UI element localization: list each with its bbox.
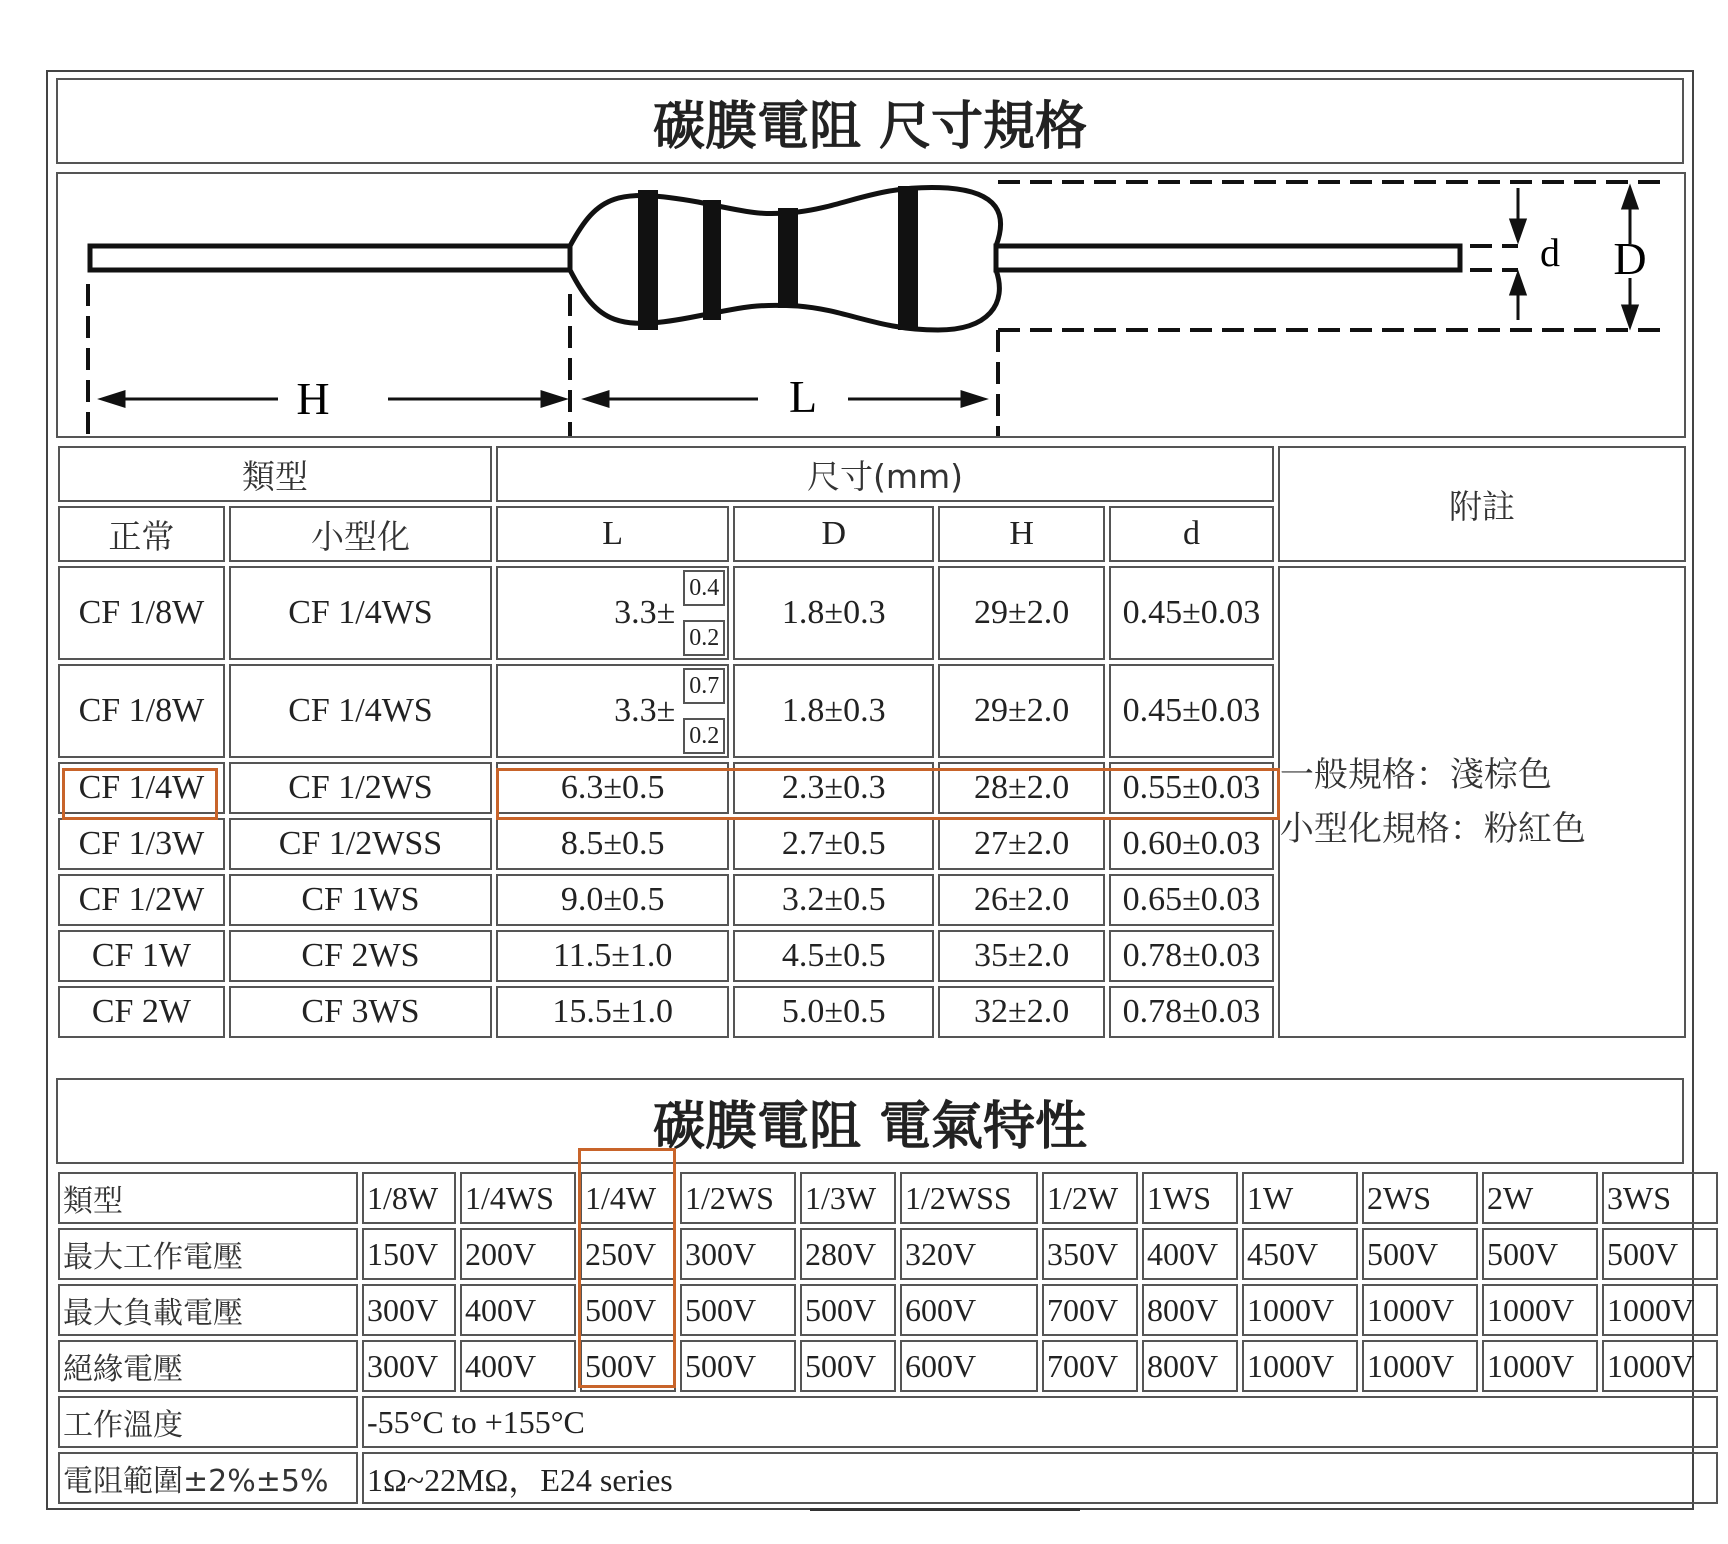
row-d: 0.60±0.03 [1109, 818, 1274, 870]
band-2 [703, 200, 721, 320]
voltage-cell: 320V [900, 1228, 1038, 1280]
row-d: 0.78±0.03 [1109, 986, 1274, 1038]
voltage-cell: 1000V [1242, 1340, 1358, 1392]
voltage-cell: 800V [1142, 1284, 1238, 1336]
row-normal: CF 1/8W [58, 566, 225, 660]
row-H: 29±2.0 [938, 566, 1105, 660]
voltage-cell: 1000V [1482, 1284, 1598, 1336]
row-L [496, 566, 729, 660]
lead-left [90, 246, 570, 270]
voltage-cell: 500V [580, 1284, 676, 1336]
voltage-cell: 300V [362, 1284, 456, 1336]
L-base: 3.3± [614, 594, 676, 631]
L-plus-tolerance: 0.4 [683, 570, 725, 606]
header-H: H [938, 506, 1105, 562]
voltage-cell: 1000V [1602, 1340, 1718, 1392]
row-H: 32±2.0 [938, 986, 1105, 1038]
voltage-cell: 500V [680, 1284, 796, 1336]
row-normal: CF 1W [58, 930, 225, 982]
header-L: L [496, 506, 729, 562]
header-d: d [1109, 506, 1274, 562]
voltage-cell: 600V [900, 1284, 1038, 1336]
row-L: 6.3±0.5 [496, 762, 729, 814]
row-H: 26±2.0 [938, 874, 1105, 926]
row-label-resistance-range: 電阻範圍±2%±5% [58, 1452, 358, 1504]
row-mini: CF 3WS [229, 986, 492, 1038]
voltage-cell: 400V [460, 1284, 576, 1336]
header-size: 尺寸(mm) [496, 446, 1274, 502]
row-D: 4.5±0.5 [733, 930, 934, 982]
voltage-cell: 400V [1142, 1228, 1238, 1280]
row-L [496, 664, 729, 758]
row-D: 3.2±0.5 [733, 874, 934, 926]
electrical-table [54, 1168, 1722, 1508]
type-cell: 1/4WS [460, 1172, 576, 1224]
row-d: 0.45±0.03 [1109, 664, 1274, 758]
row-mini: CF 1/4WS [229, 566, 492, 660]
note-normal: 一般規格：淺棕色 [1279, 755, 1552, 795]
row-H: 35±2.0 [938, 930, 1105, 982]
note-mini: 小型化規格：粉紅色 [1279, 809, 1586, 849]
voltage-cell: 150V [362, 1228, 456, 1280]
type-cell: 3WS [1602, 1172, 1718, 1224]
voltage-cell: 200V [460, 1228, 576, 1280]
type-cell: 1W [1242, 1172, 1358, 1224]
row-L: 11.5±1.0 [496, 930, 729, 982]
voltage-cell: 500V [1602, 1228, 1718, 1280]
row-mini: CF 1/2WS [229, 762, 492, 814]
row-L: 9.0±0.5 [496, 874, 729, 926]
dimensions-title: 碳膜電阻 尺寸規格 [56, 78, 1684, 164]
row-D: 1.8±0.3 [733, 566, 934, 660]
type-cell: 1/2WS [680, 1172, 796, 1224]
band-3 [778, 208, 798, 308]
voltage-cell: 250V [580, 1228, 676, 1280]
label-h: H [296, 373, 330, 424]
label-l: L [788, 371, 818, 422]
row-normal: CF 1/2W [58, 874, 225, 926]
row-L: 8.5±0.5 [496, 818, 729, 870]
header-normal: 正常 [58, 506, 225, 562]
voltage-cell: 300V [362, 1340, 456, 1392]
dimensions-table [54, 442, 1690, 1042]
row-mini: CF 1/2WSS [229, 818, 492, 870]
band-4 [898, 186, 918, 330]
row-normal: CF 1/3W [58, 818, 225, 870]
header-type: 類型 [58, 446, 492, 502]
voltage-cell: 400V [460, 1340, 576, 1392]
type-cell: 1/8W [362, 1172, 456, 1224]
type-cell: 1/2WSS [900, 1172, 1038, 1224]
row-H: 29±2.0 [938, 664, 1105, 758]
type-cell: 2W [1482, 1172, 1598, 1224]
row-normal: CF 2W [58, 986, 225, 1038]
voltage-cell: 700V [1042, 1284, 1138, 1336]
row-label-insulation-voltage: 絕緣電壓 [58, 1340, 358, 1392]
resistor-diagram [56, 172, 1686, 438]
L-minus-tolerance: 0.2 [683, 718, 725, 754]
row-label-type: 類型 [58, 1172, 358, 1224]
voltage-cell: 800V [1142, 1340, 1238, 1392]
voltage-cell: 500V [800, 1340, 896, 1392]
voltage-cell: 280V [800, 1228, 896, 1280]
voltage-cell: 1000V [1602, 1284, 1718, 1336]
voltage-cell: 500V [1362, 1228, 1478, 1280]
voltage-cell: 1000V [1242, 1284, 1358, 1336]
row-H: 27±2.0 [938, 818, 1105, 870]
label-d-small: d [1540, 230, 1560, 275]
voltage-cell: 1000V [1482, 1340, 1598, 1392]
operating-temp-value: -55°C to +155°C [362, 1396, 1718, 1448]
row-mini: CF 1WS [229, 874, 492, 926]
voltage-cell: 500V [1482, 1228, 1598, 1280]
row-mini: CF 1/4WS [229, 664, 492, 758]
voltage-cell: 500V [580, 1340, 676, 1392]
voltage-cell: 1000V [1362, 1284, 1478, 1336]
band-1 [638, 190, 658, 330]
voltage-cell: 600V [900, 1340, 1038, 1392]
notes-cell [1278, 566, 1686, 1038]
lead-right [996, 246, 1460, 270]
row-label-max-working-voltage: 最大工作電壓 [58, 1228, 358, 1280]
row-label-operating-temp: 工作溫度 [58, 1396, 358, 1448]
voltage-cell: 350V [1042, 1228, 1138, 1280]
row-L: 15.5±1.0 [496, 986, 729, 1038]
type-cell: 1/2W [1042, 1172, 1138, 1224]
voltage-cell: 500V [800, 1284, 896, 1336]
type-cell: 1/3W [800, 1172, 896, 1224]
row-d: 0.55±0.03 [1109, 762, 1274, 814]
header-D: D [733, 506, 934, 562]
voltage-cell: 450V [1242, 1228, 1358, 1280]
voltage-cell: 1000V [1362, 1340, 1478, 1392]
voltage-cell: 300V [680, 1228, 796, 1280]
row-D: 5.0±0.5 [733, 986, 934, 1038]
voltage-cell: 500V [680, 1340, 796, 1392]
row-d: 0.45±0.03 [1109, 566, 1274, 660]
row-d: 0.78±0.03 [1109, 930, 1274, 982]
L-plus-tolerance: 0.7 [683, 668, 725, 704]
type-cell: 1/4W [580, 1172, 676, 1224]
spec-sheet [46, 70, 1694, 1510]
voltage-cell: 700V [1042, 1340, 1138, 1392]
row-mini: CF 2WS [229, 930, 492, 982]
header-note: 附註 [1278, 446, 1686, 562]
bottom-line [810, 1508, 1080, 1511]
row-normal: CF 1/8W [58, 664, 225, 758]
L-minus-tolerance: 0.2 [683, 620, 725, 656]
type-cell: 2WS [1362, 1172, 1478, 1224]
row-label-max-load-voltage: 最大負載電壓 [58, 1284, 358, 1336]
row-D: 1.8±0.3 [733, 664, 934, 758]
resistor-drawing [58, 174, 1684, 436]
electrical-title: 碳膜電阻 電氣特性 [56, 1078, 1684, 1164]
row-H: 28±2.0 [938, 762, 1105, 814]
header-mini: 小型化 [229, 506, 492, 562]
type-cell: 1WS [1142, 1172, 1238, 1224]
label-d-big: D [1613, 233, 1647, 284]
row-normal: CF 1/4W [58, 762, 225, 814]
row-D: 2.7±0.5 [733, 818, 934, 870]
row-d: 0.65±0.03 [1109, 874, 1274, 926]
resistance-range-value: 1Ω~22MΩ，E24 series [362, 1452, 1718, 1504]
L-base: 3.3± [614, 692, 676, 729]
row-D: 2.3±0.3 [733, 762, 934, 814]
